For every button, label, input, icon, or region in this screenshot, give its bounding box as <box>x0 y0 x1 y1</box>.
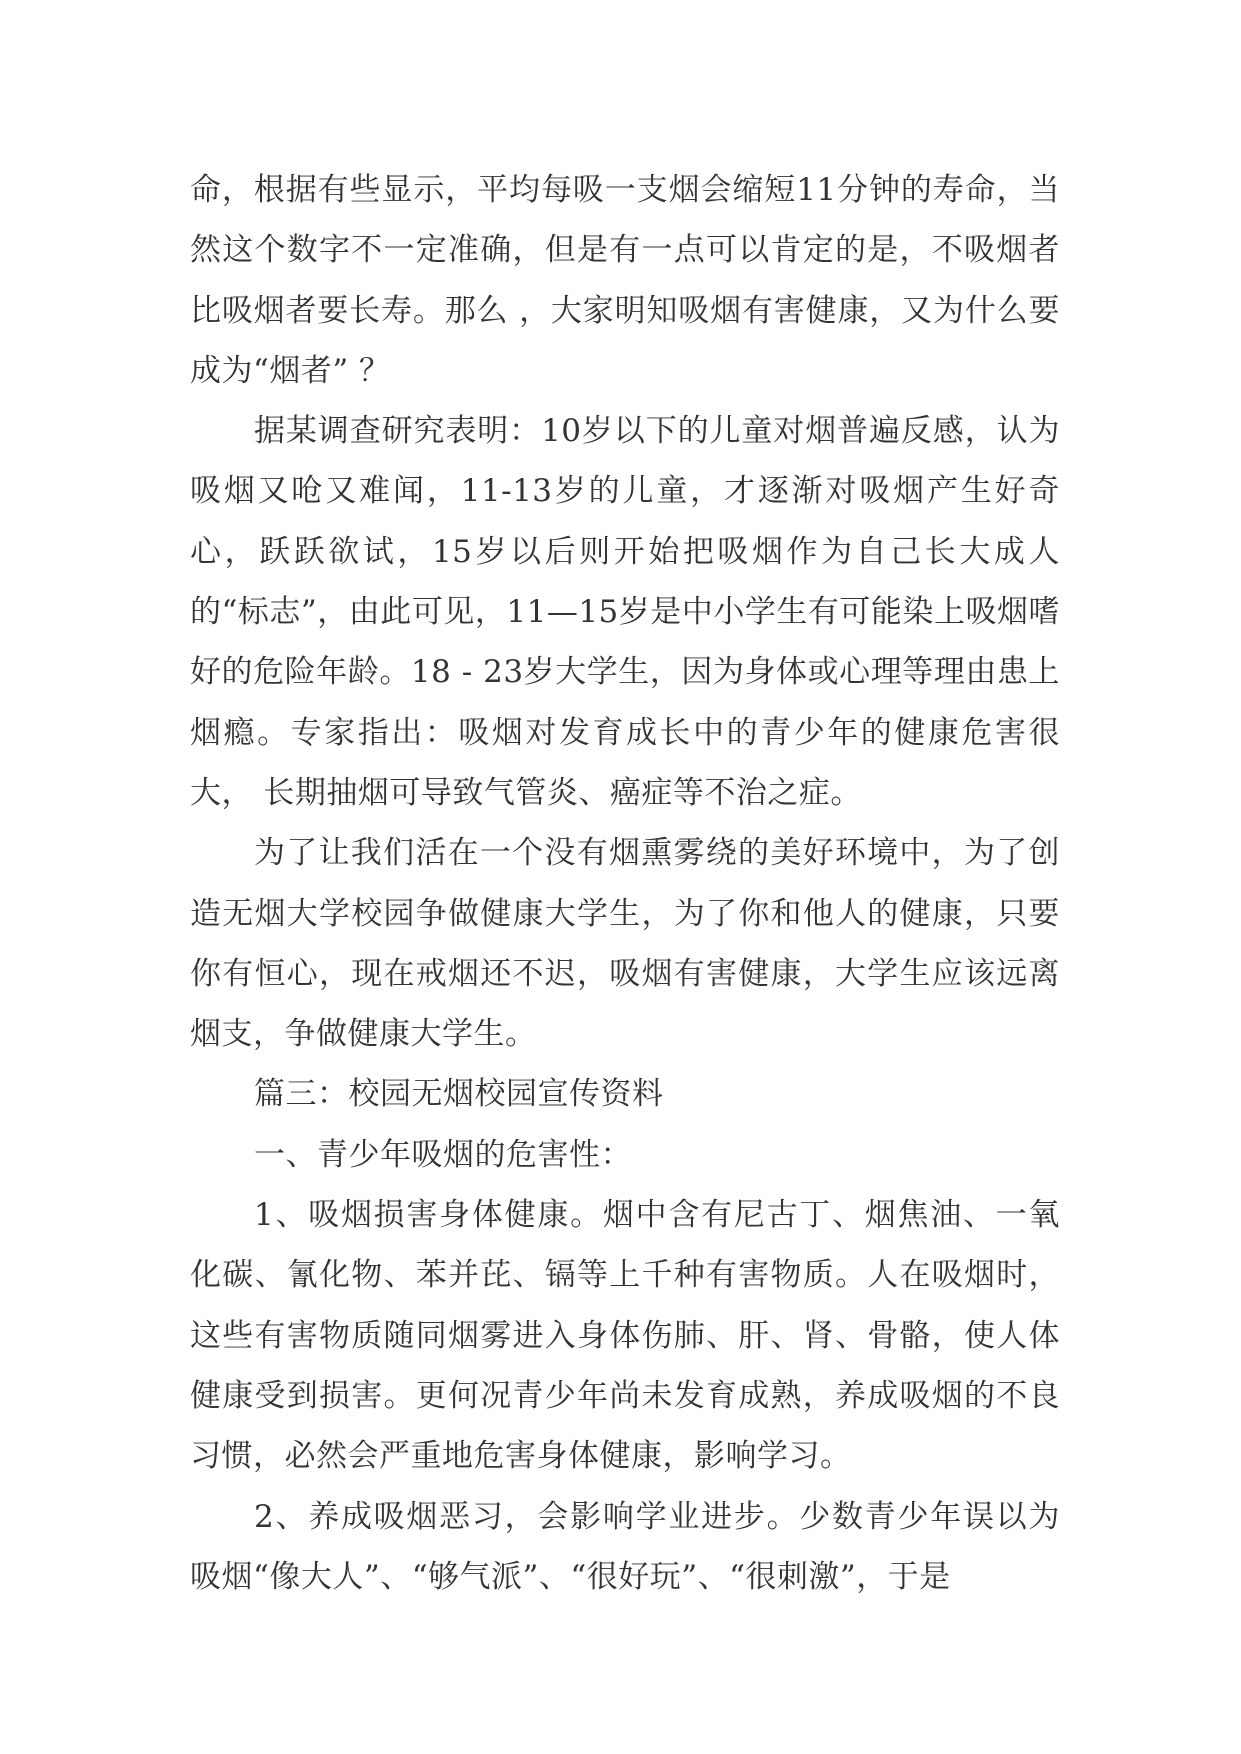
subsection-heading: 一、青少年吸烟的危害性： <box>254 1136 632 1173</box>
paragraph-item-1: 1、吸烟损害身体健康。烟中含有尼古丁、烟焦油、一氧化碳、氰化物、苯并芘、镉等上千种有害物质。人在吸烟时，这些有害物质随同烟雾进入身体伤肺、肝、肾、骨骼，使人体健康受到损害。更何况青少年尚未发育成熟，养成吸烟的不良习惯，必然会严重地危害身体健康，影响学习。 <box>190 1197 1060 1475</box>
paragraph-3: 为了让我们活在一个没有烟熏雾绕的美好环境中，为了创造无烟大学校园争做健康大学生，为了你和他人的健康，只要你有恒心，现在戒烟还不迟，吸烟有害健康，大学生应该远离烟支，争做健康大学生。 <box>190 835 1060 1053</box>
document-body <box>190 160 1060 1607</box>
paragraph-1: 命，根据有些显示，平均每吸一支烟会缩短11分钟的寿命，当然这个数字不一定准确，但是有一点可以肯定的是，不吸烟者比吸烟者要长寿。那么 ，大家明知吸烟有害健康，又为什么要成为“烟者” ？ <box>190 172 1060 389</box>
section-heading: 篇三：校园无烟校园宣传资料 <box>254 1076 664 1113</box>
paragraph-item-2: 2、养成吸烟恶习，会影响学业进步。少数青少年误以为吸烟“像大人”、“够气派”、“很好玩”、“很刺激”，于是 <box>190 1498 1060 1595</box>
paragraph-2: 据某调查研究表明：10岁以下的儿童对烟普遍反感，认为吸烟又呛又难闻，11-13岁的儿童，才逐渐对吸烟产生好奇心，跃跃欲试，15岁以后则开始把吸烟作为自己长大成人的“标志”，由此可见，11—15岁是中小学生有可能染上吸烟嗜好的危险年龄。18 - 23岁大学生，因为身体或心理等理由患上烟瘾。专家指出：吸烟对发育成长中的青少年的健康危害很大， 长期抽烟可导致气管炎、癌症等不治之症。 <box>190 413 1060 811</box>
